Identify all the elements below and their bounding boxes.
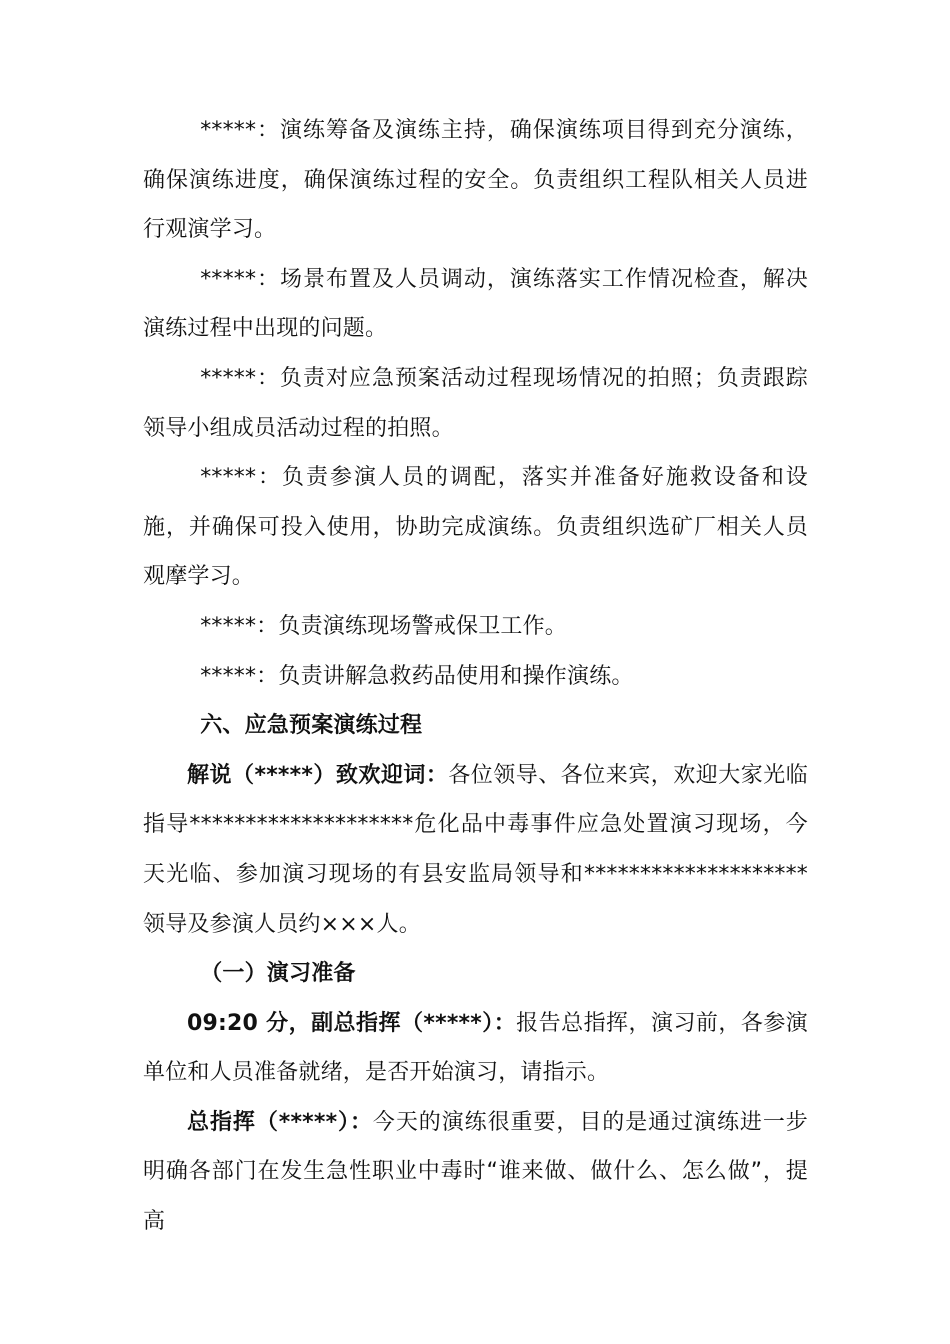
duty-text: 演练筹备及演练主持，确保演练项目得到充分演练，确保演练进度，确保演练过程的安全。负责组织工程队相关人员进行观演学习。 xyxy=(143,118,809,243)
role-label: *****： xyxy=(200,613,279,639)
role-label: *****： xyxy=(200,118,280,143)
duty-text: 负责对应急预案活动过程现场情况的拍照；负责跟踪领导小组成员活动过程的拍照。 xyxy=(143,365,809,441)
paragraph-duty-3 xyxy=(143,354,808,453)
paragraph-duty-1 xyxy=(143,106,808,255)
paragraph-duty-4 xyxy=(143,453,808,602)
speech-text: 今天的演练很重要，目的是通过演练进一步明确各部门在发生急性职业中毒时“谁来做、做什么、怎么做”，提高 xyxy=(143,1109,808,1235)
section-heading-six: 六、应急预案演练过程 xyxy=(200,713,423,739)
speech-text: 各位领导、各位来宾，欢迎大家光临指导********************危化品中毒事件应急处置演习现场，今天光临、参加演习现场的有县安监局领导和********************领导及参演人员约×××人。 xyxy=(143,762,808,937)
paragraph-duty-2 xyxy=(143,255,808,354)
speaker-label: 解说（*****）致欢迎词： xyxy=(187,762,449,788)
duty-text: 负责讲解急救药品使用和操作演练。 xyxy=(278,663,634,689)
role-label: *****： xyxy=(200,266,280,292)
role-label: *****： xyxy=(200,663,279,689)
subsection-heading-one: （一）演习准备 xyxy=(200,961,356,987)
duty-text: 负责演练现场警戒保卫工作。 xyxy=(278,613,567,639)
role-label: *****： xyxy=(200,465,282,491)
paragraph-welcome xyxy=(143,751,808,949)
role-label: *****： xyxy=(200,365,280,391)
duty-text: 负责参演人员的调配，落实并准备好施救设备和设施，并确保可投入使用，协助完成演练。负责组织选矿厂相关人员观摩学习。 xyxy=(143,465,809,590)
paragraph-duty-5 xyxy=(143,602,808,652)
paragraph-report xyxy=(143,999,808,1098)
document-body xyxy=(143,106,808,1247)
speaker-label: 总指挥（*****）： xyxy=(187,1109,373,1135)
paragraph-command xyxy=(143,1098,808,1247)
speech-text: 报告总指挥，演习前，各参演单位和人员准备就绪，是否开始演习，请指示。 xyxy=(143,1010,808,1086)
speaker-label: 09:20 分，副总指挥（*****）： xyxy=(187,1010,517,1036)
paragraph-duty-6 xyxy=(143,652,808,702)
duty-text: 场景布置及人员调动，演练落实工作情况检查，解决演练过程中出现的问题。 xyxy=(143,266,809,342)
